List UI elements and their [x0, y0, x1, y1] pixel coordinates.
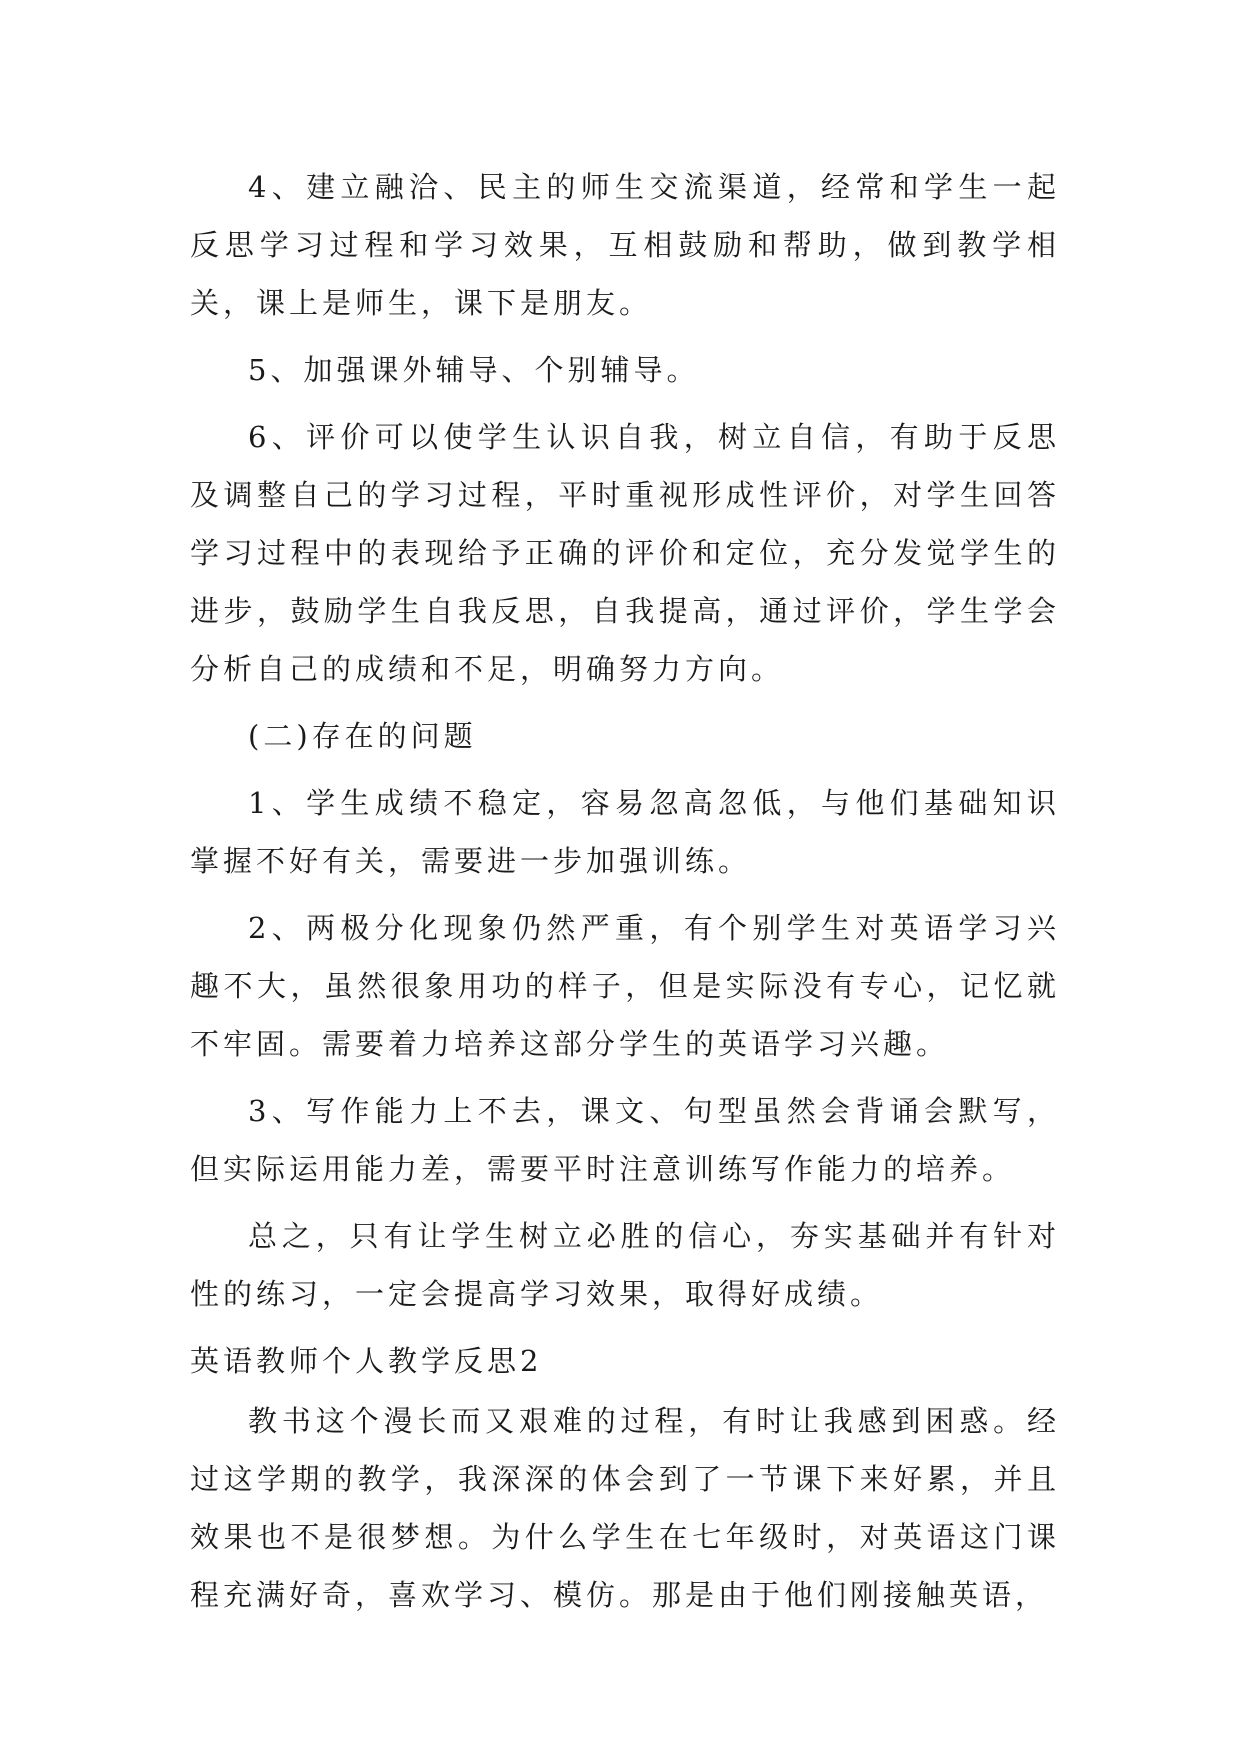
problem-1: 1、学生成绩不稳定，容易忽高忽低，与他们基础知识掌握不好有关，需要进一步加强训练。 — [190, 786, 1060, 878]
paragraph-4: 4、建立融洽、民主的师生交流渠道，经常和学生一起反思学习过程和学习效果，互相鼓励和帮助，做到教学相关，课上是师生，课下是朋友。 — [190, 170, 1060, 320]
problem-2: 2、两极分化现象仍然严重，有个别学生对英语学习兴趣不大，虽然很象用功的样子，但是实际没有专心，记忆就不牢固。需要着力培养这部分学生的英语学习兴趣。 — [190, 911, 1060, 1061]
paragraph-5: 5、加强课外辅导、个别辅导。 — [248, 353, 700, 387]
problem-3: 3、写作能力上不去，课文、句型虽然会背诵会默写，但实际运用能力差，需要平时注意训练写作能力的培养。 — [190, 1094, 1060, 1186]
paragraph-6: 6、评价可以使学生认识自我，树立自信，有助于反思及调整自己的学习过程，平时重视形成性评价，对学生回答学习过程中的表现给予正确的评价和定位，充分发觉学生的进步，鼓励学生自我反思，自我提高，通过评价，学生学会分析自己的成绩和不足，明确努力方向。 — [190, 420, 1060, 686]
document-page — [190, 158, 1060, 1624]
conclusion-paragraph: 总之，只有让学生树立必胜的信心，夯实基础并有针对性的练习，一定会提高学习效果，取得好成绩。 — [190, 1219, 1060, 1311]
sub-heading-problems: (二)存在的问题 — [248, 719, 477, 753]
section-body-paragraph: 教书这个漫长而又艰难的过程，有时让我感到困惑。经过这学期的教学，我深深的体会到了一节课下来好累，并且效果也不是很梦想。为什么学生在七年级时，对英语这门课程充满好奇，喜欢学习、模仿。那是由于他们刚接触英语， — [190, 1404, 1060, 1612]
section-title: 英语教师个人教学反思2 — [190, 1344, 543, 1378]
